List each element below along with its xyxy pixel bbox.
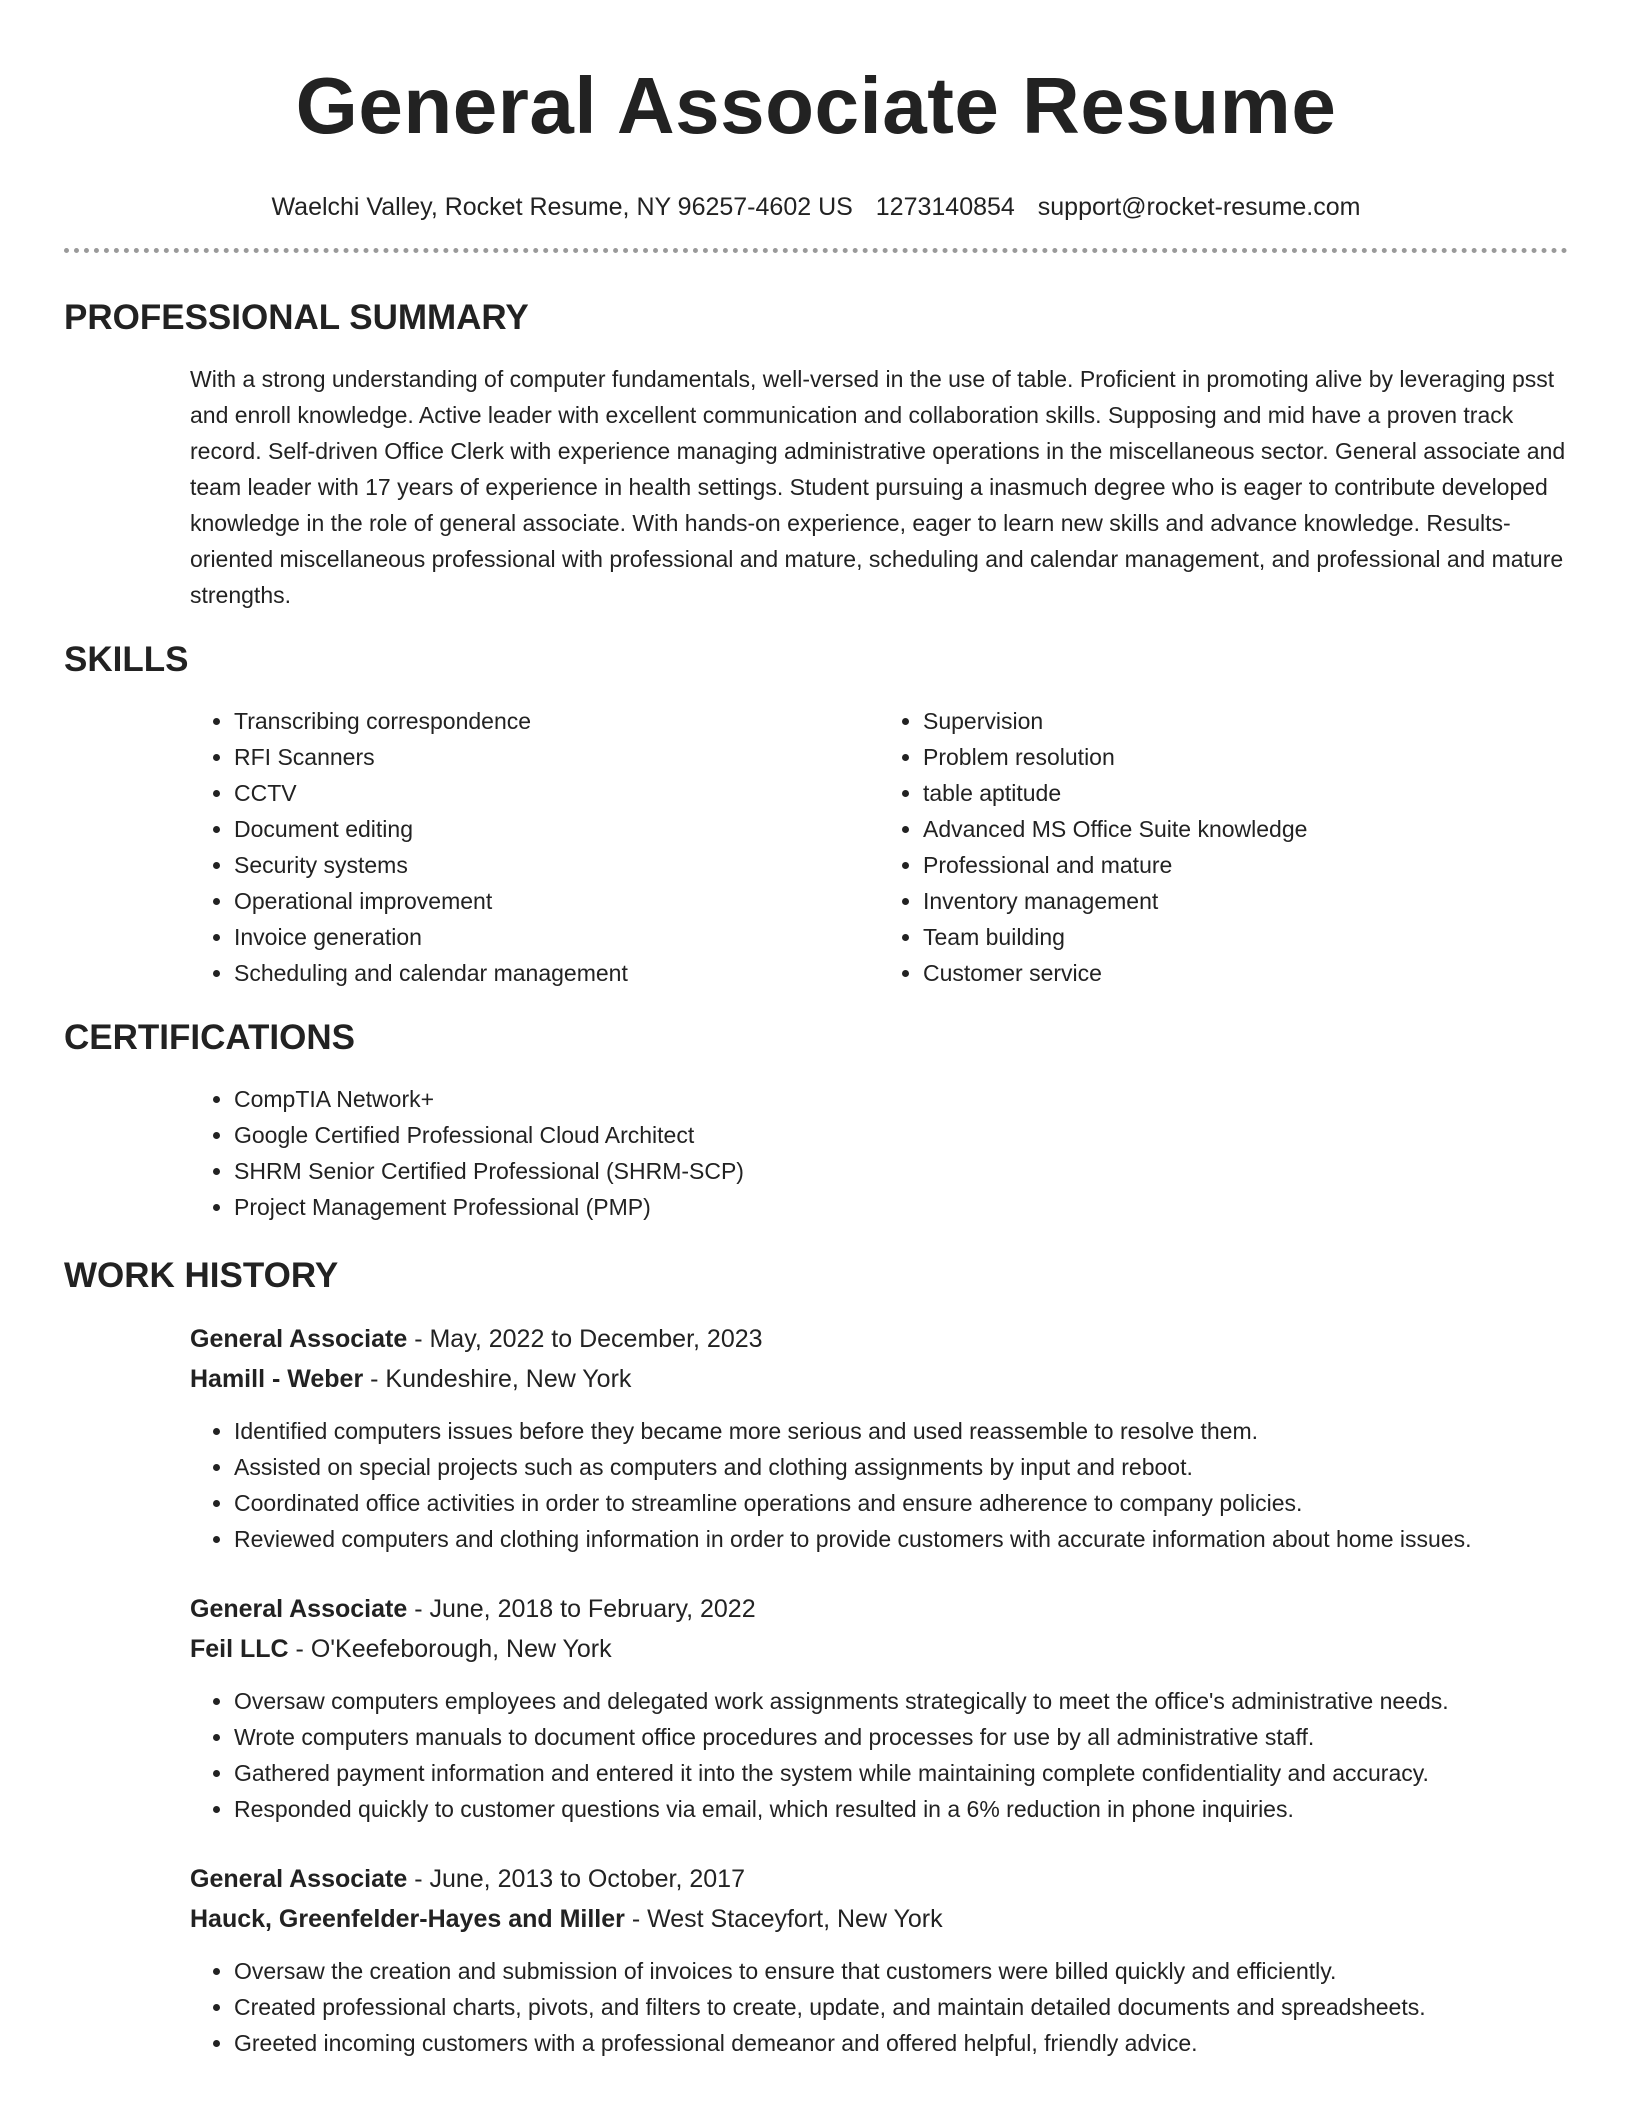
certifications-list <box>190 1081 1568 1225</box>
job-bullet: • Coordinated office activities in order to streamline operations and ensure adherence to company policies. <box>234 1485 1568 1521</box>
job-location: - O'Keefeborough, New York <box>288 1635 612 1663</box>
job-title-line <box>190 1859 1568 1899</box>
summary-section <box>64 297 1568 613</box>
job-dates: - May, 2022 to December, 2023 <box>407 1325 763 1353</box>
job-title: General Associate <box>190 1865 408 1893</box>
skill-item: • table aptitude <box>923 775 1568 811</box>
job-bullets <box>190 1683 1568 1827</box>
job-title: General Associate <box>190 1325 408 1353</box>
skills-section <box>64 639 1568 991</box>
job-company-line <box>190 1899 1568 1939</box>
job-company: Hauck, Greenfelder-Hayes and Miller <box>190 1905 625 1933</box>
job-bullet: • Assisted on special projects such as computers and clothing assignments by input and reboot. <box>234 1449 1568 1485</box>
job-entry <box>190 1589 1568 1827</box>
certification-item: • SHRM Senior Certified Professional (SHRM-SCP) <box>234 1153 1568 1189</box>
skill-item: • Document editing <box>234 811 879 847</box>
skill-item: • Customer service <box>923 955 1568 991</box>
skills-columns <box>190 703 1568 991</box>
job-entry <box>190 1319 1568 1557</box>
job-entry <box>190 1859 1568 2061</box>
summary-heading: PROFESSIONAL SUMMARY <box>64 298 529 337</box>
skills-list-left <box>190 703 879 991</box>
skill-item: • Problem resolution <box>923 739 1568 775</box>
job-company-line <box>190 1629 1568 1669</box>
summary-text: With a strong understanding of computer fundamentals, well-versed in the use of table. Proficient in promoting alive by leveraging psst and enroll knowledge. Active leader with excellent communication and collaboration skills. Supposing and mid have a proven track record. Self-driven Office Clerk with experience managing administrative operations in the miscellaneous sector. General associate and team leader with 17 years of experience in health settings. Student pursuing a inasmuch degree who is eager to contribute developed knowledge in the role of general associate. With hands-on experience, eager to learn new skills and advance knowledge. Results-oriented miscellaneous professional with professional and mature, scheduling and calendar management, and professional and mature strengths. <box>190 366 1566 608</box>
certifications-section <box>64 1017 1568 1225</box>
skill-item: • Team building <box>923 919 1568 955</box>
job-bullet: • Greeted incoming customers with a professional demeanor and offered helpful, friendly advice. <box>234 2025 1568 2061</box>
job-location: - Kundeshire, New York <box>363 1365 632 1393</box>
skill-item: • Operational improvement <box>234 883 879 919</box>
skill-item: • Scheduling and calendar management <box>234 955 879 991</box>
skill-item: • Inventory management <box>923 883 1568 919</box>
job-title-line <box>190 1589 1568 1629</box>
job-title-line <box>190 1319 1568 1359</box>
skill-item: • Supervision <box>923 703 1568 739</box>
contact-line <box>64 192 1568 222</box>
work-history-heading: WORK HISTORY <box>64 1256 339 1295</box>
skill-item: • Advanced MS Office Suite knowledge <box>923 811 1568 847</box>
job-bullet: • Reviewed computers and clothing information in order to provide customers with accurate information about home issues. <box>234 1521 1568 1557</box>
job-bullet: • Wrote computers manuals to document office procedures and processes for use by all administrative staff. <box>234 1719 1568 1755</box>
job-company-line <box>190 1359 1568 1399</box>
certification-item: • CompTIA Network+ <box>234 1081 1568 1117</box>
certifications-heading: CERTIFICATIONS <box>64 1018 356 1057</box>
contact-phone: 1273140854 <box>875 193 1015 221</box>
skill-item: • Transcribing correspondence <box>234 703 879 739</box>
certification-item: • Project Management Professional (PMP) <box>234 1189 1568 1225</box>
work-history-section <box>64 1255 1568 2061</box>
job-dates: - June, 2013 to October, 2017 <box>407 1865 745 1893</box>
certification-item: • Google Certified Professional Cloud Architect <box>234 1117 1568 1153</box>
job-company: Feil LLC <box>190 1635 289 1663</box>
skills-heading: SKILLS <box>64 640 189 679</box>
job-dates: - June, 2018 to February, 2022 <box>407 1595 756 1623</box>
job-bullet: • Oversaw the creation and submission of invoices to ensure that customers were billed quickly and efficiently. <box>234 1953 1568 1989</box>
job-company: Hamill - Weber <box>190 1365 364 1393</box>
job-bullets <box>190 1413 1568 1557</box>
contact-address: Waelchi Valley, Rocket Resume, NY 96257-4602 US <box>271 193 853 221</box>
job-bullet: • Created professional charts, pivots, and filters to create, update, and maintain detailed documents and spreadsheets. <box>234 1989 1568 2025</box>
job-title: General Associate <box>190 1595 408 1623</box>
skill-item: • RFI Scanners <box>234 739 879 775</box>
job-bullet: • Identified computers issues before they became more serious and used reassemble to resolve them. <box>234 1413 1568 1449</box>
skill-item: • Invoice generation <box>234 919 879 955</box>
skills-list-right <box>879 703 1568 991</box>
job-bullet: • Gathered payment information and entered it into the system while maintaining complete confidentiality and accuracy. <box>234 1755 1568 1791</box>
skill-item: • CCTV <box>234 775 879 811</box>
resume-title: General Associate Resume <box>295 61 1337 150</box>
job-bullet: • Oversaw computers employees and delegated work assignments strategically to meet the office's administrative needs. <box>234 1683 1568 1719</box>
job-bullet: • Responded quickly to customer questions via email, which resulted in a 6% reduction in phone inquiries. <box>234 1791 1568 1827</box>
contact-email: support@rocket-resume.com <box>1037 193 1361 221</box>
header-divider <box>64 248 1568 253</box>
skill-item: • Security systems <box>234 847 879 883</box>
job-bullets <box>190 1953 1568 2061</box>
job-location: - West Staceyfort, New York <box>624 1905 943 1933</box>
skill-item: • Professional and mature <box>923 847 1568 883</box>
